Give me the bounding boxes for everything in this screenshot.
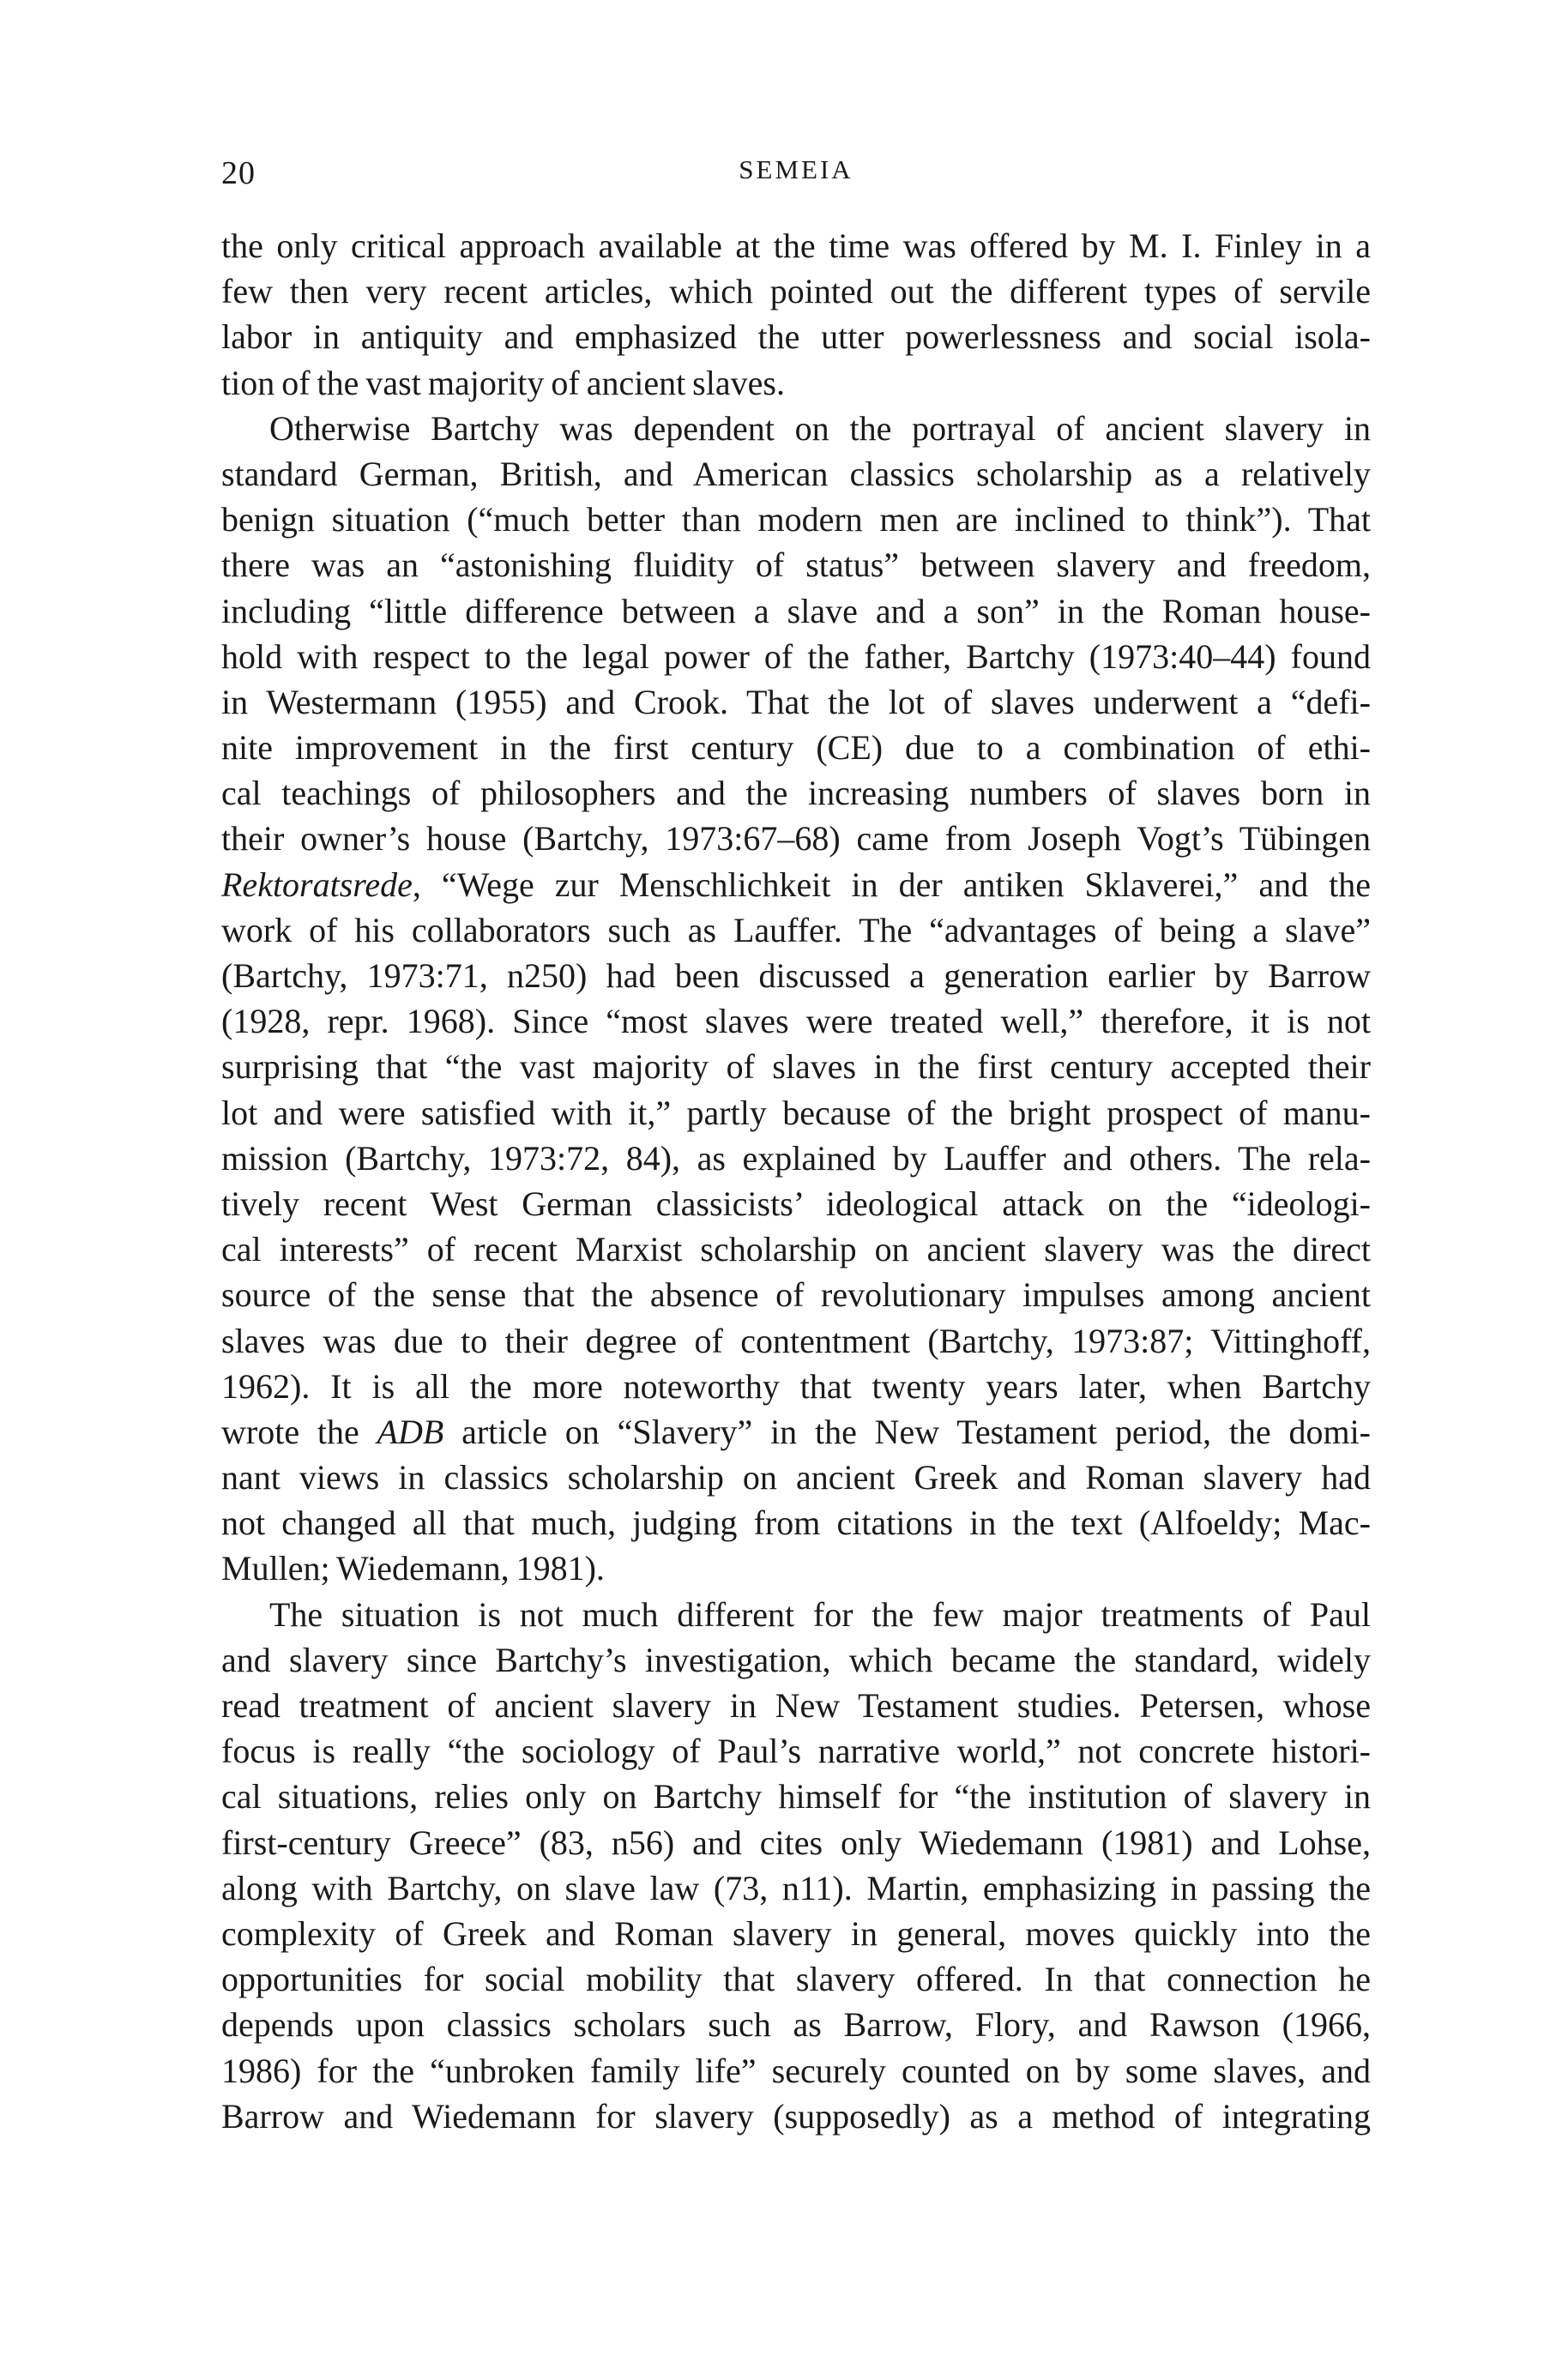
text-line: complexity of Greek and Roman slavery in general, moves quickly into the <box>221 1913 1371 1953</box>
text-line: source of the sense that the absence of revolutionary impulses among ancient <box>221 1275 1371 1315</box>
text-line: 1962). It is all the more noteworthy that twenty years later, when Bartchy <box>221 1366 1371 1406</box>
italic-term: Rektoratsrede <box>221 865 413 904</box>
text-line: lot and were satisfied with it,” partly because of the bright prospect of manu- <box>221 1093 1371 1132</box>
text-line: not changed all that much, judging from citations in the text (Alfoeldy; Mac- <box>221 1503 1371 1543</box>
text-line: in Westermann (1955) and Crook. That the lot of slaves underwent a “defi- <box>221 682 1371 721</box>
running-head: SEMEIA <box>739 154 853 184</box>
text-line: Barrow and Wiedemann for slavery (supposedly) as a method of integrating <box>221 2096 1371 2136</box>
text-line: standard German, British, and American classics scholarship as a relatively <box>221 454 1371 493</box>
text-line: tively recent West German classicists’ ideological attack on the “ideologi- <box>221 1184 1371 1223</box>
text-line: benign situation (“much better than modern men are inclined to think”). That <box>221 500 1371 539</box>
text-line: nant views in classics scholarship on ancient Greek and Roman slavery had <box>221 1458 1371 1497</box>
text-line: Rektoratsrede, “Wege zur Menschlichkeit in der antiken Sklaverei,” and the <box>221 865 1371 904</box>
page-header <box>221 154 1371 197</box>
text-line: Otherwise Bartchy was dependent on the portrayal of ancient slavery in <box>269 408 1371 448</box>
text-line: wrote the ADB article on “Slavery” in the New Testament period, the domi- <box>221 1412 1371 1451</box>
text-line: surprising that “the vast majority of slaves in the first century accepted their <box>221 1047 1371 1087</box>
text-line: labor in antiquity and emphasized the utter powerlessness and social isola- <box>221 317 1371 357</box>
italic-term: ADB <box>377 1412 444 1451</box>
text-line: depends upon classics scholars such as Barrow, Flory, and Rawson (1966, <box>221 2005 1371 2045</box>
text-line: first-century Greece” (83, n56) and cites only Wiedemann (1981) and Lohse, <box>221 1823 1371 1862</box>
body-text <box>221 223 1371 2139</box>
text-line: few then very recent articles, which pointed out the different types of servile <box>221 272 1371 311</box>
text-line: nite improvement in the first century (CE) due to a combination of ethi- <box>221 728 1371 768</box>
text-line: Mullen; Wiedemann, 1981). <box>221 1549 605 1588</box>
text-line: cal interests” of recent Marxist scholarship on ancient slavery was the direct <box>221 1230 1371 1269</box>
text-line: 1986) for the “unbroken family life” securely counted on by some slaves, and <box>221 2051 1371 2090</box>
text-line: tion of the vast majority of ancient slaves. <box>221 363 785 402</box>
text-line: and slavery since Bartchy’s investigation, which became the standard, widely <box>221 1640 1371 1679</box>
page-number: 20 <box>221 155 256 191</box>
text-line: there was an “astonishing fluidity of status” between slavery and freedom, <box>221 545 1371 585</box>
text-line: work of his collaborators such as Lauffer. The “advantages of being a slave” <box>221 910 1371 949</box>
text-line: (Bartchy, 1973:71, n250) had been discussed a generation earlier by Barrow <box>221 956 1371 995</box>
text-line: along with Bartchy, on slave law (73, n11). Martin, emphasizing in passing the <box>221 1868 1371 1907</box>
text-line: the only critical approach available at the time was offered by M. I. Finley in a <box>221 226 1371 265</box>
text-line: cal situations, relies only on Bartchy himself for “the institution of slavery in <box>221 1777 1371 1817</box>
text-line: opportunities for social mobility that slavery offered. In that connection he <box>221 1960 1371 1999</box>
text-line: focus is really “the sociology of Paul’s narrative world,” not concrete histori- <box>221 1732 1371 1771</box>
text-line: (1928, repr. 1968). Since “most slaves were treated well,” therefore, it is not <box>221 1002 1371 1041</box>
text-line: including “little difference between a slave and a son” in the Roman house- <box>221 591 1371 630</box>
text-line: their owner’s house (Bartchy, 1973:67–68) came from Joseph Vogt’s Tübingen <box>221 819 1371 859</box>
text-line: hold with respect to the legal power of the father, Bartchy (1973:40–44) found <box>221 636 1371 676</box>
text-line: read treatment of ancient slavery in New Testament studies. Petersen, whose <box>221 1686 1371 1725</box>
text-line: The situation is not much different for the few major treatments of Paul <box>269 1594 1371 1634</box>
text-line: cal teachings of philosophers and the increasing numbers of slaves born in <box>221 774 1371 813</box>
text-line: mission (Bartchy, 1973:72, 84), as explained by Lauffer and others. The rela- <box>221 1138 1371 1178</box>
text-line: slaves was due to their degree of contentment (Bartchy, 1973:87; Vittinghoff, <box>221 1321 1371 1360</box>
